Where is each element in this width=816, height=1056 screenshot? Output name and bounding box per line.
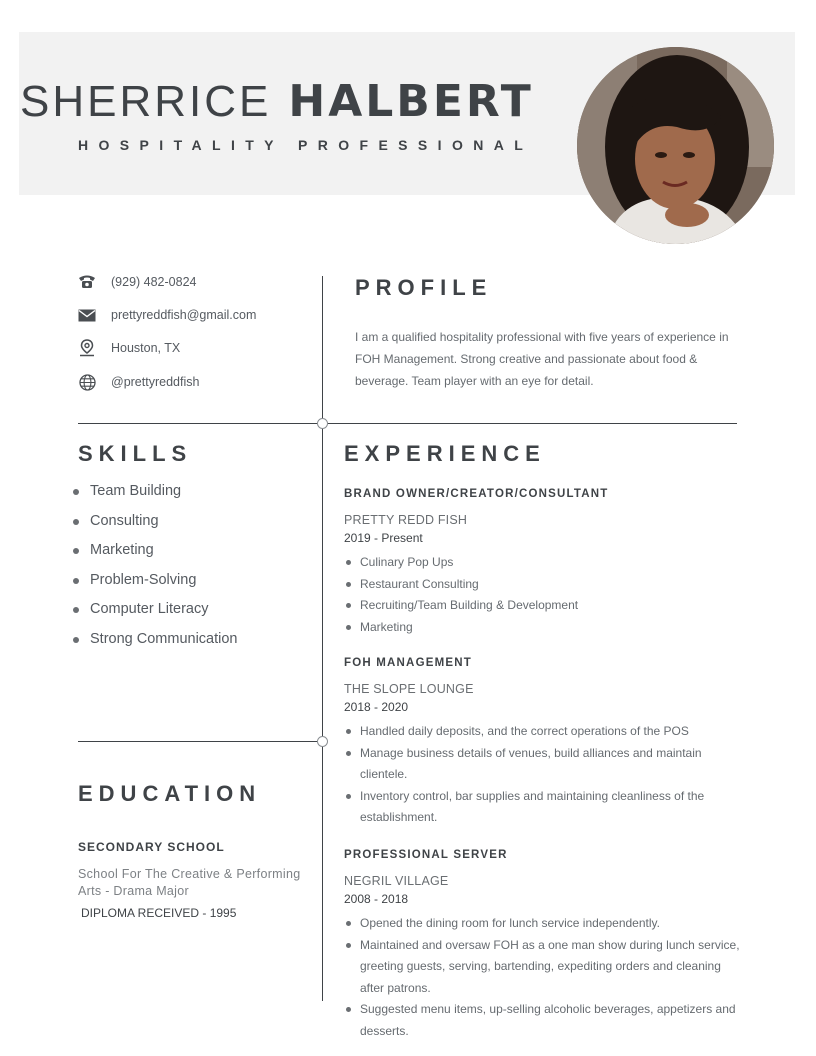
job-bullets	[344, 913, 744, 1043]
list-item: Marketing	[344, 617, 744, 639]
job-dates: 2019 - Present	[344, 531, 423, 545]
skills-heading: SKILLS	[78, 441, 193, 466]
divider-top	[78, 423, 737, 424]
contact-email[interactable]	[78, 306, 256, 324]
job-role: PROFESSIONAL SERVER	[344, 849, 508, 861]
first-name: SHERRICE	[20, 77, 272, 126]
list-item: Handled daily deposits, and the correct operations of the POS	[344, 721, 744, 743]
globe-icon	[78, 373, 96, 391]
job-entry	[344, 488, 744, 638]
experience-heading: EXPERIENCE	[344, 441, 546, 466]
contact-phone[interactable]	[78, 273, 196, 291]
envelope-icon	[78, 306, 96, 324]
skills-list	[72, 481, 238, 659]
list-item: Opened the dining room for lunch service independently.	[344, 913, 744, 935]
list-item: Inventory control, bar supplies and maintaining cleanliness of the establishment.	[344, 786, 744, 829]
profile-text: I am a qualified hospitality professional with five years of experience in FOH Management. Strong creative and passionate about food & beverage. Team player with an eye for detail.	[355, 330, 729, 388]
job-dates: 2008 - 2018	[344, 892, 409, 906]
job-dates: 2018 - 2020	[344, 700, 409, 714]
education-heading: EDUCATION	[78, 781, 262, 806]
map-pin-icon	[78, 339, 96, 357]
social-handle: @prettyreddfish	[111, 375, 200, 389]
job-bullets	[344, 721, 744, 829]
phone-icon	[78, 273, 96, 291]
list-item: Team Building	[72, 481, 238, 511]
list-item: Problem-Solving	[72, 570, 238, 600]
location-text: Houston, TX	[111, 341, 181, 355]
job-bullets	[344, 552, 744, 638]
list-item: Marketing	[72, 540, 238, 570]
candidate-name	[20, 74, 534, 130]
list-item: Suggested menu items, up-selling alcoholic beverages, appetizers and desserts.	[344, 999, 744, 1042]
job-entry	[344, 657, 744, 829]
job-role: FOH MANAGEMENT	[344, 657, 472, 669]
list-item: Manage business details of venues, build alliances and maintain clientele.	[344, 743, 744, 786]
last-name: HALBERT	[288, 76, 534, 127]
job-entry	[344, 849, 744, 1043]
list-item: Recruiting/Team Building & Development	[344, 595, 744, 617]
job-company: NEGRIL VILLAGE	[344, 874, 449, 888]
phone-number: (929) 482-0824	[111, 275, 197, 289]
job-company: THE SLOPE LOUNGE	[344, 682, 474, 696]
divider-node	[317, 418, 328, 429]
job-title: HOSPITALITY PROFESSIONAL	[78, 137, 534, 153]
list-item: Restaurant Consulting	[344, 574, 744, 596]
list-item: Culinary Pop Ups	[344, 552, 744, 574]
email-address: prettyreddfish@gmail.com	[111, 308, 257, 322]
profile-photo	[577, 47, 774, 244]
job-company: PRETTY REDD FISH	[344, 513, 468, 527]
education-entry	[78, 840, 318, 920]
education-degree: SECONDARY SCHOOL	[78, 840, 225, 854]
list-item: Consulting	[72, 511, 238, 541]
education-school: School For The Creative & Performing Arts - Drama Major	[78, 867, 301, 898]
contact-social[interactable]	[78, 373, 199, 391]
divider-node	[317, 736, 328, 747]
list-item: Computer Literacy	[72, 599, 238, 629]
contact-location	[78, 339, 180, 357]
profile-heading: PROFILE	[355, 275, 493, 300]
list-item: Strong Communication	[72, 629, 238, 659]
list-item: Maintained and oversaw FOH as a one man show during lunch service, greeting guests, serving, bartending, expediting orders and cleaning after patrons.	[344, 935, 744, 1000]
education-note: DIPLOMA RECEIVED - 1995	[81, 906, 237, 920]
job-role: BRAND OWNER/CREATOR/CONSULTANT	[344, 488, 609, 500]
column-divider	[322, 276, 323, 1001]
divider-left-bottom	[78, 741, 322, 742]
